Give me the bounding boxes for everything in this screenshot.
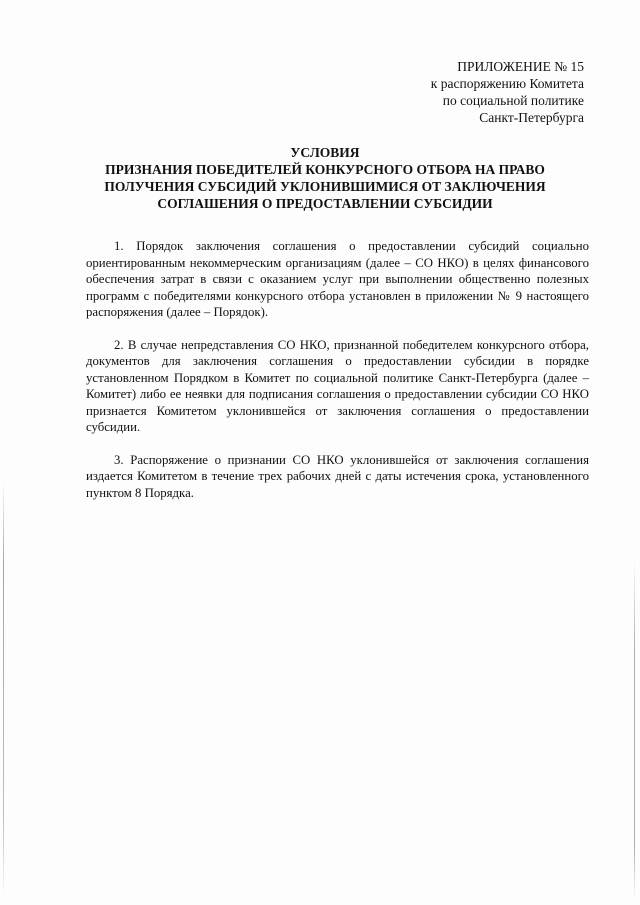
title-line: УСЛОВИЯ <box>290 145 360 160</box>
paragraph-1: 1. Порядок заключения соглашения о предоставлении субсидий социально ориентированным некоммерческим организациям (далее – СО НКО) в целях финансового обеспечения затрат в связи с оказанием услуг при выполнении общественно полезных программ с победителями конкурсного отбора установлен в приложении № 9 настоящего распоряжения (далее – Порядок). <box>86 239 589 319</box>
appendix-ref-line: Санкт-Петербурга <box>479 110 584 125</box>
paragraph-3: 3. Распоряжение о признании СО НКО уклонившейся от заключения соглашения издается Комитетом в течение трех рабочих дней с даты истечения срока, установленного пунктом 8 Порядка. <box>86 452 589 500</box>
appendix-ref-line: по социальной политике <box>442 93 584 108</box>
scan-edge-right <box>634 560 635 900</box>
title-line: ПРИЗНАНИЯ ПОБЕДИТЕЛЕЙ КОНКУРСНОГО ОТБОРА НА ПРАВО <box>105 162 545 177</box>
scan-edge-left <box>3 480 4 900</box>
title-line: СОГЛАШЕНИЯ О ПРЕДОСТАВЛЕНИИ СУБСИДИИ <box>157 196 493 211</box>
appendix-ref-line: к распоряжению Комитета <box>430 76 584 91</box>
document-body <box>86 238 589 517</box>
appendix-number: ПРИЛОЖЕНИЕ № 15 <box>457 59 584 74</box>
title-line: ПОЛУЧЕНИЯ СУБСИДИЙ УКЛОНИВШИМИСЯ ОТ ЗАКЛЮЧЕНИЯ <box>104 179 546 194</box>
document-title <box>60 144 590 212</box>
appendix-header <box>324 58 584 126</box>
paragraph-2: 2. В случае непредставления СО НКО, признанной победителем конкурсного отбора, документов для заключения соглашения о предоставлении субсидии в порядке установленном Порядком в Комитет по социальной политике Санкт-Петербурга (далее – Комитет) либо ее неявки для подписания соглашения о предоставлении субсидии СО НКО признается Комитетом уклонившейся от заключения соглашения о предоставлении субсидии. <box>86 337 589 434</box>
